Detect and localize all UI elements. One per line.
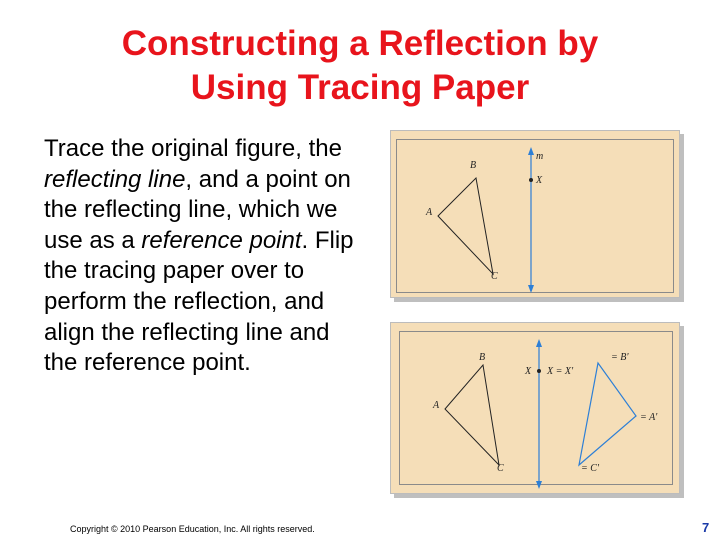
label-c: C (497, 463, 504, 474)
label-a: A (433, 400, 440, 411)
arrow-down (528, 285, 534, 293)
point-x (537, 369, 541, 373)
label-c: C (491, 271, 498, 282)
figure-bottom-panel (390, 322, 680, 494)
body-paragraph (44, 134, 364, 379)
slide-title (40, 22, 680, 110)
body-text-1: Trace the original figure, the (44, 135, 342, 162)
arrow-up (536, 339, 542, 347)
term-reference-point: reference point (141, 226, 302, 254)
triangle-abc (445, 365, 499, 465)
label-a-prime: = A' (640, 412, 658, 423)
label-x: X (536, 175, 543, 186)
figure-top-panel (390, 130, 680, 298)
label-x: X (525, 366, 532, 377)
figure-bottom-drawing (391, 323, 679, 493)
body-text-2: , and a point on the reflecting line, which we use as a (44, 165, 351, 254)
arrow-up (528, 147, 534, 155)
triangle-reflected (579, 363, 636, 465)
title-line-1: Constructing a Reflection by (121, 24, 599, 63)
label-x-prime: X = X' (547, 366, 574, 377)
triangle-abc (438, 178, 493, 274)
arrow-down (536, 481, 542, 489)
label-b: B (479, 352, 486, 363)
page-number: 7 (702, 520, 710, 535)
label-m: m (536, 151, 544, 162)
term-reflecting-line: reflecting line (44, 165, 186, 193)
copyright-footer: Copyright © 2010 Pearson Education, Inc. All rights reserved. (70, 524, 315, 534)
body-text-3: . Flip the tracing paper over to perform the reflection, and align the reflecting line and the reference point. (44, 226, 354, 377)
label-c-prime: = C' (581, 463, 600, 474)
label-b-prime: = B' (611, 352, 629, 363)
point-x (529, 178, 533, 182)
title-line-2: Using Tracing Paper (190, 68, 530, 107)
label-a: A (426, 207, 433, 218)
figure-top-drawing (391, 131, 679, 297)
label-b: B (470, 160, 477, 171)
